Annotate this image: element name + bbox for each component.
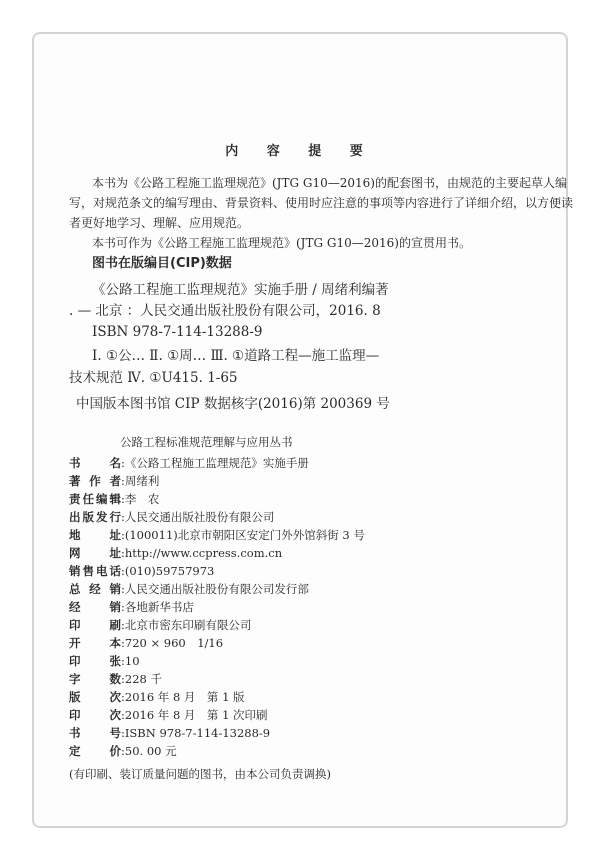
cip-line: Ⅰ. ①公… Ⅱ. ①周… Ⅲ. ①道路工程—施工监理—	[92, 348, 380, 364]
colon: :	[121, 492, 125, 506]
series-name: 公路工程标准规范理解与应用丛书	[120, 435, 293, 449]
colophon-value: 228 千	[124, 672, 162, 686]
colophon-label: 印次	[69, 708, 121, 722]
colophon-row	[69, 690, 245, 705]
colophon-row	[69, 654, 140, 669]
colophon-row	[69, 564, 214, 579]
colophon-value: (100011)北京市朝阳区安定门外外馆斜街 3 号	[124, 528, 365, 542]
colophon-label: 字数	[69, 672, 121, 686]
colophon-row	[69, 510, 274, 525]
colophon-value: 人民交通出版社股份有限公司	[124, 510, 275, 524]
cip-line: . — 北京 ：人民交通出版社股份有限公司，2016. 8	[69, 303, 381, 319]
colon: :	[121, 528, 125, 542]
colophon-row	[69, 600, 194, 615]
colophon-row	[69, 708, 268, 723]
colophon-row	[69, 744, 177, 759]
colophon-label: 著作者	[69, 474, 121, 488]
colon: :	[121, 672, 125, 686]
colophon-value: 北京市密东印刷有限公司	[124, 618, 252, 632]
colophon-label: 网址	[69, 546, 121, 560]
colon: :	[121, 474, 125, 488]
colophon-value: 各地新华书店	[124, 600, 194, 614]
colon: :	[121, 636, 125, 650]
cip-line: 技术规范 Ⅳ. ①U415. 1-65	[69, 370, 238, 386]
cip-line: ISBN 978-7-114-13288-9	[92, 324, 263, 340]
colophon-value: 2016 年 8 月 第 1 版	[124, 690, 245, 704]
summary-para1-line3: 者更好地学习、理解、应用规范。	[69, 216, 250, 230]
colophon-label: 经销	[69, 600, 121, 614]
cip-heading: 图书在版编目(CIP)数据	[92, 256, 232, 271]
colophon-label: 定价	[69, 744, 121, 758]
summary-title: 内 容 提 要	[225, 144, 375, 159]
colon: :	[121, 582, 125, 596]
colon: :	[121, 618, 125, 632]
colophon-label: 书名	[69, 456, 121, 470]
colophon-value: http://www.ccpress.com.cn	[124, 546, 283, 560]
summary-para1-line2: 写，对规范条文的编写理由、背景资料、使用时应注意的事项等内容进行了详细介绍，以方便读	[69, 196, 574, 210]
colon: :	[121, 708, 125, 722]
colophon-label: 书号	[69, 726, 121, 740]
colon: :	[121, 564, 125, 578]
colon: :	[121, 744, 125, 758]
colon: :	[121, 690, 125, 704]
colophon-label: 开本	[69, 636, 121, 650]
colophon-label: 版次	[69, 690, 121, 704]
colophon-label: 印刷	[69, 618, 121, 632]
colon: :	[121, 726, 125, 740]
colophon-row	[69, 528, 365, 543]
cip-line: 《公路工程施工监理规范》实施手册 / 周绪利编著	[92, 282, 389, 298]
colophon-row	[69, 456, 309, 471]
colophon-value: 人民交通出版社股份有限公司发行部	[124, 582, 309, 596]
colon: :	[121, 456, 125, 470]
colophon-row	[69, 492, 159, 507]
colon: :	[121, 546, 125, 560]
colophon-value: 2016 年 8 月 第 1 次印刷	[124, 708, 268, 722]
colon: :	[121, 510, 125, 524]
colophon-value: (010)59757973	[124, 564, 215, 578]
colophon-label: 总经销	[69, 582, 121, 596]
colophon-label: 地址	[69, 528, 121, 542]
colophon-value: 10	[124, 654, 140, 668]
colophon-label: 责任编辑	[69, 492, 121, 506]
colophon-value: 《公路工程施工监理规范》实施手册	[124, 456, 309, 470]
colophon-value: 周绪利	[124, 474, 160, 488]
colophon-value: ISBN 978-7-114-13288-9	[124, 726, 271, 740]
colophon-value: 50. 00 元	[124, 744, 177, 758]
quality-note: (有印刷、装订质量问题的图书，由本公司负责调换)	[69, 767, 331, 781]
colophon-label: 出版发行	[69, 510, 121, 524]
colon: :	[121, 600, 125, 614]
colophon-row	[69, 474, 159, 489]
colophon-row	[69, 618, 251, 633]
cip-line: 中国版本图书馆 CIP 数据核字(2016)第 200369 号	[76, 396, 390, 412]
colophon-row	[69, 546, 282, 561]
colophon-label: 销售电话	[69, 564, 121, 578]
colophon-value: 720 × 960 1/16	[124, 636, 224, 650]
colon: :	[121, 654, 125, 668]
colophon-row	[69, 726, 270, 741]
summary-para1-line1: 本书为《公路工程施工监理规范》(JTG G10—2016)的配套图书，由规范的主要起草人编	[92, 176, 567, 190]
colophon-row	[69, 582, 309, 597]
colophon-value: 李 农	[124, 492, 160, 506]
summary-para2: 本书可作为《公路工程施工监理规范》(JTG G10—2016)的宣贯用书。	[92, 236, 471, 250]
colophon-row	[69, 672, 162, 687]
colophon-row	[69, 636, 223, 651]
colophon-label: 印张	[69, 654, 121, 668]
